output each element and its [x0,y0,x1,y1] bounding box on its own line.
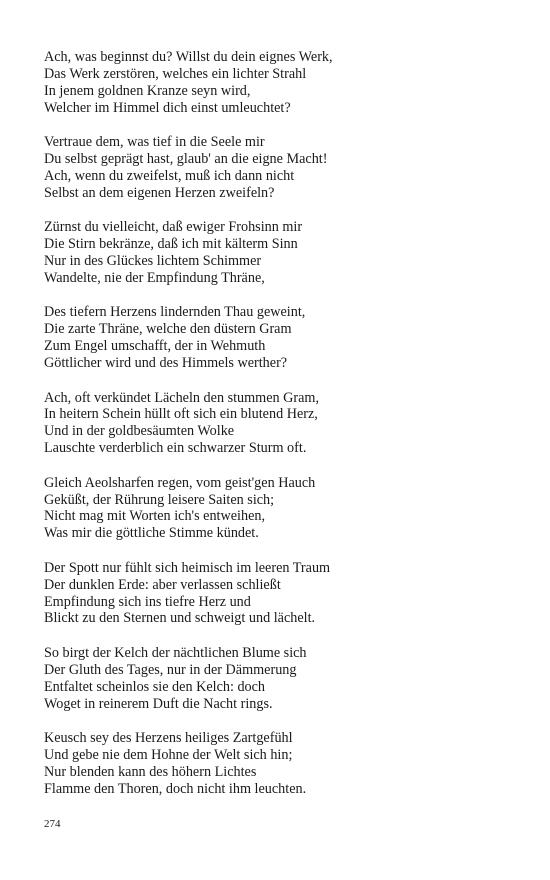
poem-line: Geküßt, der Rührung leisere Saiten sich; [44,491,275,508]
poem-line: Göttlicher wird und des Himmels werther? [44,355,288,372]
poem-line: So birgt der Kelch der nächtlichen Blume sich [44,644,307,661]
page-number: 274 [44,818,61,830]
poem-line: Empfindung sich ins tiefre Herz und [44,593,251,610]
poem-line: Wandelte, nie der Empfindung Thräne, [44,269,265,286]
poem-line: Das Werk zerstören, welches ein lichter Strahl [44,65,307,82]
stanza-1 [44,49,524,117]
poem-line: Vertraue dem, was tief in die Seele mir [44,134,265,151]
poem-line: Ach, wenn du zweifelst, muß ich dann nicht [44,167,295,184]
poem-body [44,49,524,815]
poem-line: Des tiefern Herzens lindernden Thau geweint, [44,304,306,321]
stanza-3 [44,219,524,287]
poem-line: Zum Engel umschafft, der in Wehmuth [44,338,266,355]
poem-line: Die zarte Thräne, welche den düstern Gram [44,321,292,338]
poem-line: Flamme den Thoren, doch nicht ihm leuchten. [44,780,307,797]
stanza-5 [44,390,524,458]
poem-line: Zürnst du vielleicht, daß ewiger Frohsinn mir [44,219,303,236]
poem-line: Der Gluth des Tages, nur in der Dämmerung [44,661,297,678]
poem-line: Keusch sey des Herzens heiliges Zartgefühl [44,730,293,746]
poem-line: Ach, oft verkündet Lächeln den stummen Gram, [44,389,319,406]
stanza-9 [44,730,524,798]
stanza-7 [44,560,524,628]
poem-line: Lauschte verderblich ein schwarzer Sturm oft. [44,440,307,457]
poem-line: Gleich Aeolsharfen regen, vom geist'gen Hauch [44,474,316,491]
poem-line: Was mir die göttliche Stimme kündet. [44,525,259,542]
stanza-4 [44,304,524,372]
poem-line: In heitern Schein hüllt oft sich ein blutend Herz, [44,406,318,423]
poem-line: Und gebe nie dem Hohne der Welt sich hin; [44,746,293,763]
poem-line: Der Spott nur fühlt sich heimisch im leeren Traum [44,559,331,576]
poem-line: Du selbst geprägt hast, glaub' an die eigne Macht! [44,151,328,168]
poem-line: Woget in reinerem Duft die Nacht rings. [44,695,273,712]
poem-line: Welcher im Himmel dich einst umleuchtet? [44,99,291,116]
poem-line: Der dunklen Erde: aber verlassen schließt [44,576,281,593]
stanza-8 [44,645,524,713]
poem-line: Nur in des Glückes lichtem Schimmer [44,253,262,270]
poem-line: Nicht mag mit Worten ich's entweihen, [44,508,266,525]
poem-line: Die Stirn bekränze, daß ich mit kälterm Sinn [44,236,298,253]
poem-line: Ach, was beginnst du? Willst du dein eignes Werk, [44,49,333,65]
stanza-2 [44,134,524,202]
poem-line: Blickt zu den Sternen und schweigt und lächelt. [44,610,316,627]
poem-line: Nur blenden kann des höhern Lichtes [44,763,257,780]
poem-line: Und in der goldbesäumten Wolke [44,423,235,440]
stanza-6 [44,475,524,543]
poem-line: Selbst an dem eigenen Herzen zweifeln? [44,184,275,201]
poem-line: In jenem goldnen Kranze seyn wird, [44,82,251,99]
poem-line: Entfaltet scheinlos sie den Kelch: doch [44,678,266,695]
